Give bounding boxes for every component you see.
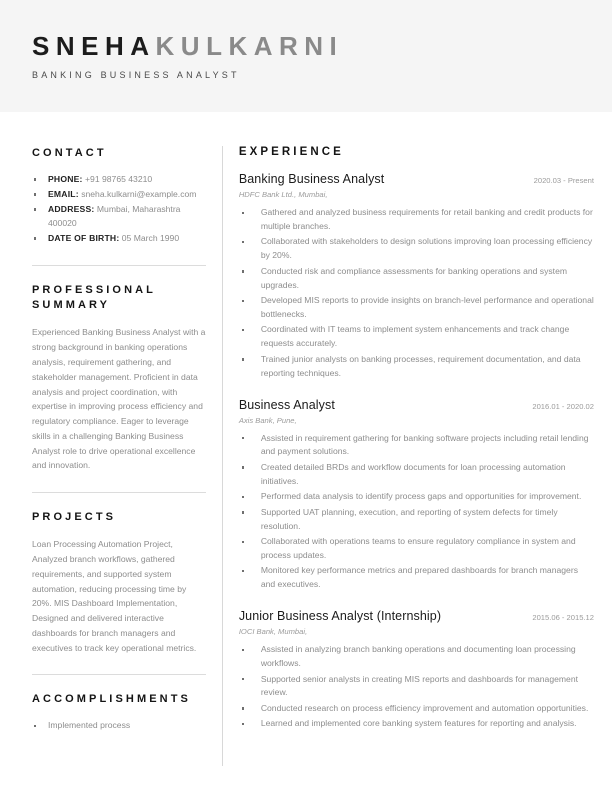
sidebar-divider-3 bbox=[32, 674, 206, 675]
list-item: Conducted research on process efficiency improvement and automation opportunities. bbox=[239, 702, 594, 716]
sidebar-column bbox=[32, 146, 222, 766]
job-company: HDFC Bank Ltd., Mumbai, bbox=[238, 190, 328, 199]
job-company: IOCI Bank, Mumbai, bbox=[238, 627, 308, 637]
accomplishments-list bbox=[32, 719, 206, 733]
projects-title: PROJECTS bbox=[32, 511, 117, 524]
contact-value-email: sneha.kulkarni@example.com bbox=[81, 188, 197, 199]
list-item: Collaborated with stakeholders to design solutions improving loan processing efficiency by 20%. bbox=[239, 235, 594, 263]
contact-value-dob: 05 March 1990 bbox=[121, 232, 180, 243]
column-divider bbox=[222, 146, 223, 766]
list-item: Assisted in requirement gathering for banking software projects including retail lending and payment solutions. bbox=[239, 432, 594, 460]
contact-item-dob bbox=[32, 232, 206, 246]
accomplishments-title: ACCOMPLISHMENTS bbox=[32, 693, 191, 706]
list-item: Developed MIS reports to provide insights on branch-level performance and operational bottlenecks. bbox=[239, 294, 594, 322]
job-role: Junior Business Analyst (Internship) bbox=[238, 609, 442, 624]
experience-entry bbox=[239, 609, 594, 731]
experience-entry bbox=[239, 398, 594, 593]
list-item: Assisted in analyzing branch banking operations and documenting loan processing workflows. bbox=[239, 643, 594, 671]
job-bullet-list bbox=[239, 432, 594, 593]
list-item: Supported UAT planning, execution, and reporting of system defects for timely resolution. bbox=[239, 506, 594, 534]
resume-body bbox=[0, 112, 612, 766]
first-name: SNEHA bbox=[32, 31, 156, 62]
list-item: Collaborated with operations teams to ensure regulatory compliance in system and process updates. bbox=[239, 535, 594, 563]
list-item: Trained junior analysts on banking processes, requirement documentation, and data reporting techniques. bbox=[239, 353, 594, 381]
contact-list bbox=[32, 173, 206, 246]
sidebar-divider-1 bbox=[32, 265, 206, 266]
contact-label-phone: PHONE: bbox=[48, 173, 83, 184]
contact-label-address: ADDRESS: bbox=[48, 203, 95, 214]
job-dates: 2016.01 - 2020.02 bbox=[532, 401, 594, 411]
contact-value-address: Mumbai, Maharashtra 400020 bbox=[48, 203, 181, 228]
list-item bbox=[32, 719, 206, 733]
job-dates: 2015.06 - 2015.12 bbox=[532, 613, 594, 623]
experience-entry-header bbox=[239, 609, 594, 623]
accomplishments-section bbox=[32, 692, 206, 733]
experience-title: EXPERIENCE bbox=[238, 146, 344, 158]
contact-title: CONTACT bbox=[32, 147, 107, 159]
candidate-headline: BANKING BUSINESS ANALYST bbox=[32, 69, 240, 80]
job-bullet-list bbox=[239, 643, 594, 731]
experience-entry-header bbox=[239, 172, 594, 186]
contact-label-email: EMAIL: bbox=[48, 188, 79, 199]
contact-item-address bbox=[32, 203, 206, 231]
experience-column bbox=[239, 146, 598, 766]
job-dates: 2020.03 - Present bbox=[533, 176, 594, 185]
contact-item-phone bbox=[32, 173, 206, 187]
job-bullet-list bbox=[239, 206, 594, 381]
job-company: Axis Bank, Pune, bbox=[238, 415, 297, 425]
summary-section bbox=[32, 283, 206, 474]
last-name: KULKARNI bbox=[155, 31, 344, 62]
resume-header bbox=[0, 0, 612, 112]
sidebar-divider-2 bbox=[32, 492, 206, 493]
contact-label-dob: DATE OF BIRTH: bbox=[48, 232, 120, 243]
list-item: Coordinated with IT teams to implement system enhancements and track change requests accurately. bbox=[239, 323, 594, 351]
list-item: Conducted risk and compliance assessments for banking operations and system upgrades. bbox=[239, 265, 594, 293]
list-item: Performed data analysis to identify process gaps and opportunities for improvement. bbox=[239, 490, 594, 504]
summary-text: Experienced Banking Business Analyst with a strong background in banking operations analysis, requirement gathering, and stakeholder management. Proficient in data analysis and project coordination, with expertise in improving process efficiency and regulatory compliance. Eager to leverage skills in a challenging Banking Business Analyst role to drive operational excellence and innovation. bbox=[32, 327, 206, 471]
experience-entry-header bbox=[239, 398, 594, 412]
list-item: Supported senior analysts in creating MIS reports and dashboards for management review. bbox=[239, 673, 594, 701]
list-item: Learned and implemented core banking system features for reporting and analysis. bbox=[239, 717, 594, 731]
contact-value-phone: +91 98765 43210 bbox=[85, 173, 153, 184]
experience-entry bbox=[239, 172, 594, 381]
projects-section bbox=[32, 510, 206, 655]
candidate-name bbox=[32, 32, 580, 61]
list-item: Gathered and analyzed business requirements for retail banking and credit products for multiple branches. bbox=[239, 206, 594, 234]
contact-section bbox=[32, 146, 206, 246]
contact-item-email bbox=[32, 188, 206, 202]
summary-title: PROFESSIONAL SUMMARY bbox=[32, 283, 156, 312]
job-role: Business Analyst bbox=[238, 397, 335, 412]
list-item: Monitored key performance metrics and prepared dashboards for branch managers and executives. bbox=[239, 564, 594, 592]
list-item: Created detailed BRDs and workflow documents for loan processing automation initiatives. bbox=[239, 461, 594, 489]
projects-text: Loan Processing Automation Project, Analyzed branch workflows, gathered requirements, and supported system automation, reducing processing time by 20%. MIS Dashboard Implementation, Designed and delivered interactive dashboards for branch managers and executives to track key operational metrics. bbox=[32, 539, 197, 653]
accomplishment-text: Implemented process bbox=[48, 720, 131, 731]
job-role: Banking Business Analyst bbox=[238, 172, 385, 186]
